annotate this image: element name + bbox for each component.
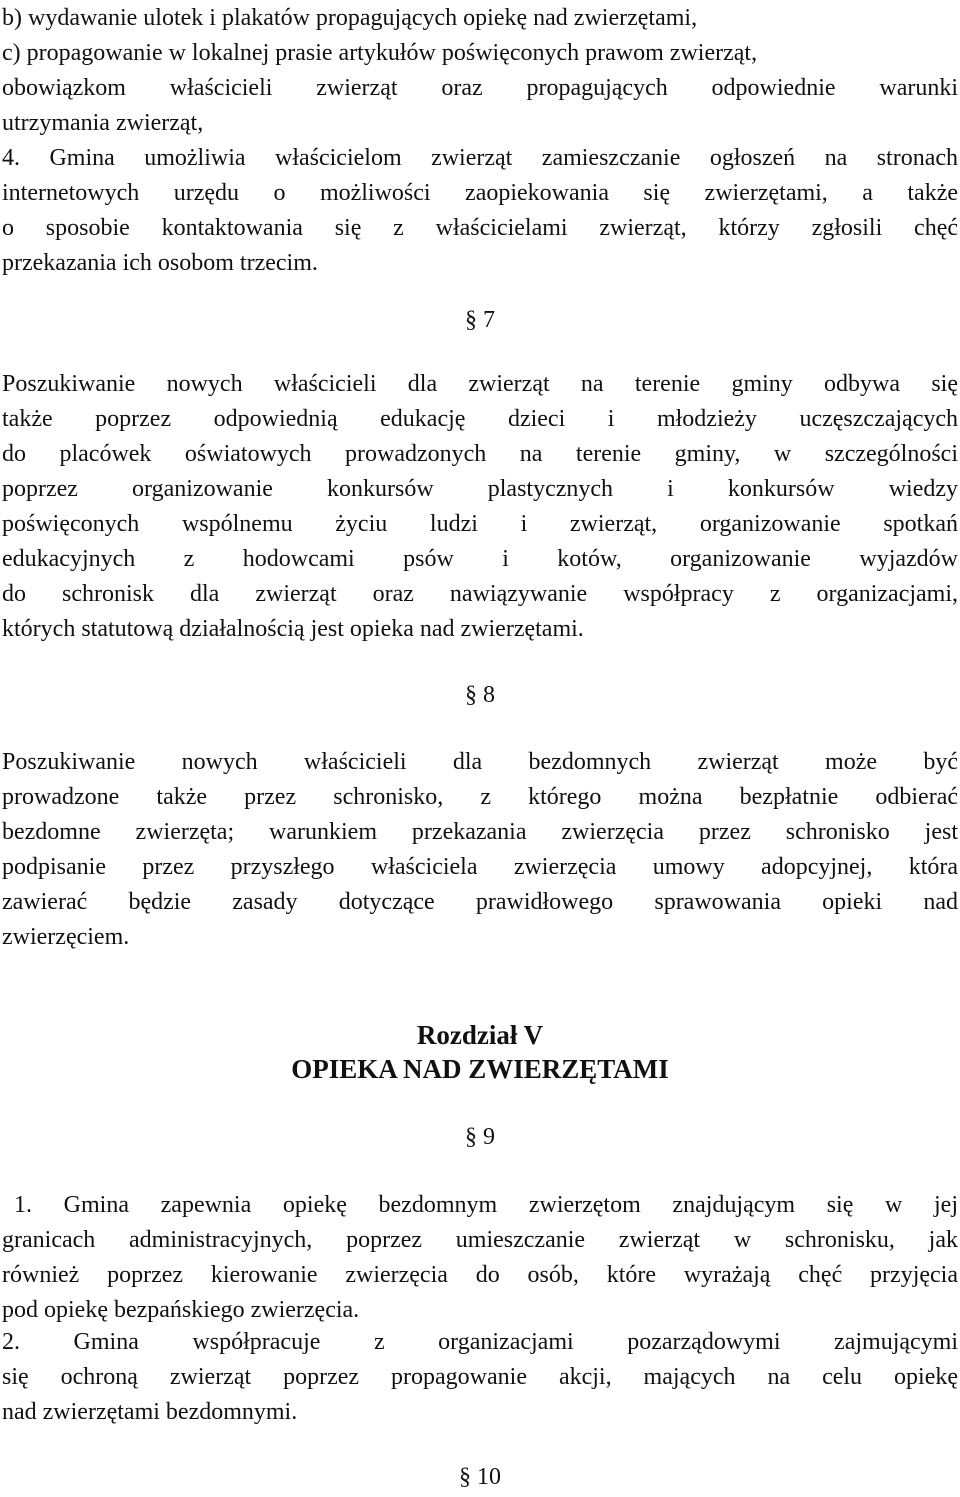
paragraph-line: 2. Gmina współpracuje z organizacjami pozarządowymi zajmującymi [2,1329,958,1355]
paragraph-line: prowadzone także przez schronisko, z którego można bezpłatnie odbierać [2,784,958,810]
paragraph-line: podpisanie przez przyszłego właściciela zwierzęcia umowy adopcyjnej, która [2,854,958,880]
paragraph-line: Poszukiwanie nowych właścicieli dla zwierząt na terenie gminy odbywa się [2,371,958,397]
chapter-title: OPIEKA NAD ZWIERZĘTAMI [291,1054,669,1084]
paragraph-line: Poszukiwanie nowych właścicieli dla bezdomnych zwierząt może być [2,749,958,775]
paragraph-line: 1. Gmina zapewnia opiekę bezdomnym zwierzętom znajdującym się w jej [14,1192,958,1218]
paragraph-line: których statutową działalnością jest opieka nad zwierzętami. [2,616,584,642]
paragraph-line: nad zwierzętami bezdomnymi. [2,1399,298,1425]
paragraph-line: również poprzez kierowanie zwierzęcia do osób, które wyrażają chęć przyjęcia [2,1262,958,1288]
paragraph-line: o sposobie kontaktowania się z właścicielami zwierząt, którzy zgłosili chęć [2,215,958,241]
paragraph-line: do schronisk dla zwierząt oraz nawiązywanie współpracy z organizacjami, [2,581,958,607]
paragraph-line: c) propagowanie w lokalnej prasie artykułów poświęconych prawom zwierząt, [2,40,758,66]
paragraph-line: do placówek oświatowych prowadzonych na terenie gminy, w szczególności [2,441,958,467]
paragraph-line: poprzez organizowanie konkursów plastycznych i konkursów wiedzy [2,476,958,502]
section-heading: § 7 [465,307,495,333]
paragraph-line: przekazania ich osobom trzecim. [2,250,318,276]
paragraph-line: zawierać będzie zasady dotyczące prawidłowego sprawowania opieki nad [2,889,958,915]
paragraph-line: b) wydawanie ulotek i plakatów propagujących opiekę nad zwierzętami, [2,5,698,31]
chapter-number: Rozdział V [416,1020,544,1050]
paragraph-line: 4. Gmina umożliwia właścicielom zwierząt zamieszczanie ogłoszeń na stronach [2,145,958,171]
paragraph-line: pod opiekę bezpańskiego zwierzęcia. [2,1297,360,1323]
section-heading: § 10 [459,1464,501,1490]
paragraph-line: poświęconych wspólnemu życiu ludzi i zwierząt, organizowanie spotkań [2,511,958,537]
section-heading: § 9 [465,1124,495,1150]
paragraph-line: zwierzęciem. [2,924,130,950]
paragraph-line: internetowych urzędu o możliwości zaopiekowania się zwierzętami, a także [2,180,958,206]
paragraph-line: bezdomne zwierzęta; warunkiem przekazania zwierzęcia przez schronisko jest [2,819,958,845]
paragraph-line: obowiązkom właścicieli zwierząt oraz propagujących odpowiednie warunki [2,75,958,101]
section-heading: § 8 [465,682,495,708]
paragraph-line: się ochroną zwierząt poprzez propagowanie akcji, mających na celu opiekę [2,1364,958,1390]
paragraph-line: utrzymania zwierząt, [2,110,204,136]
paragraph-line: edukacyjnych z hodowcami psów i kotów, organizowanie wyjazdów [2,546,958,572]
paragraph-line: granicach administracyjnych, poprzez umieszczanie zwierząt w schronisku, jak [2,1227,958,1253]
paragraph-line: także poprzez odpowiednią edukację dzieci i młodzieży uczęszczających [2,406,958,432]
